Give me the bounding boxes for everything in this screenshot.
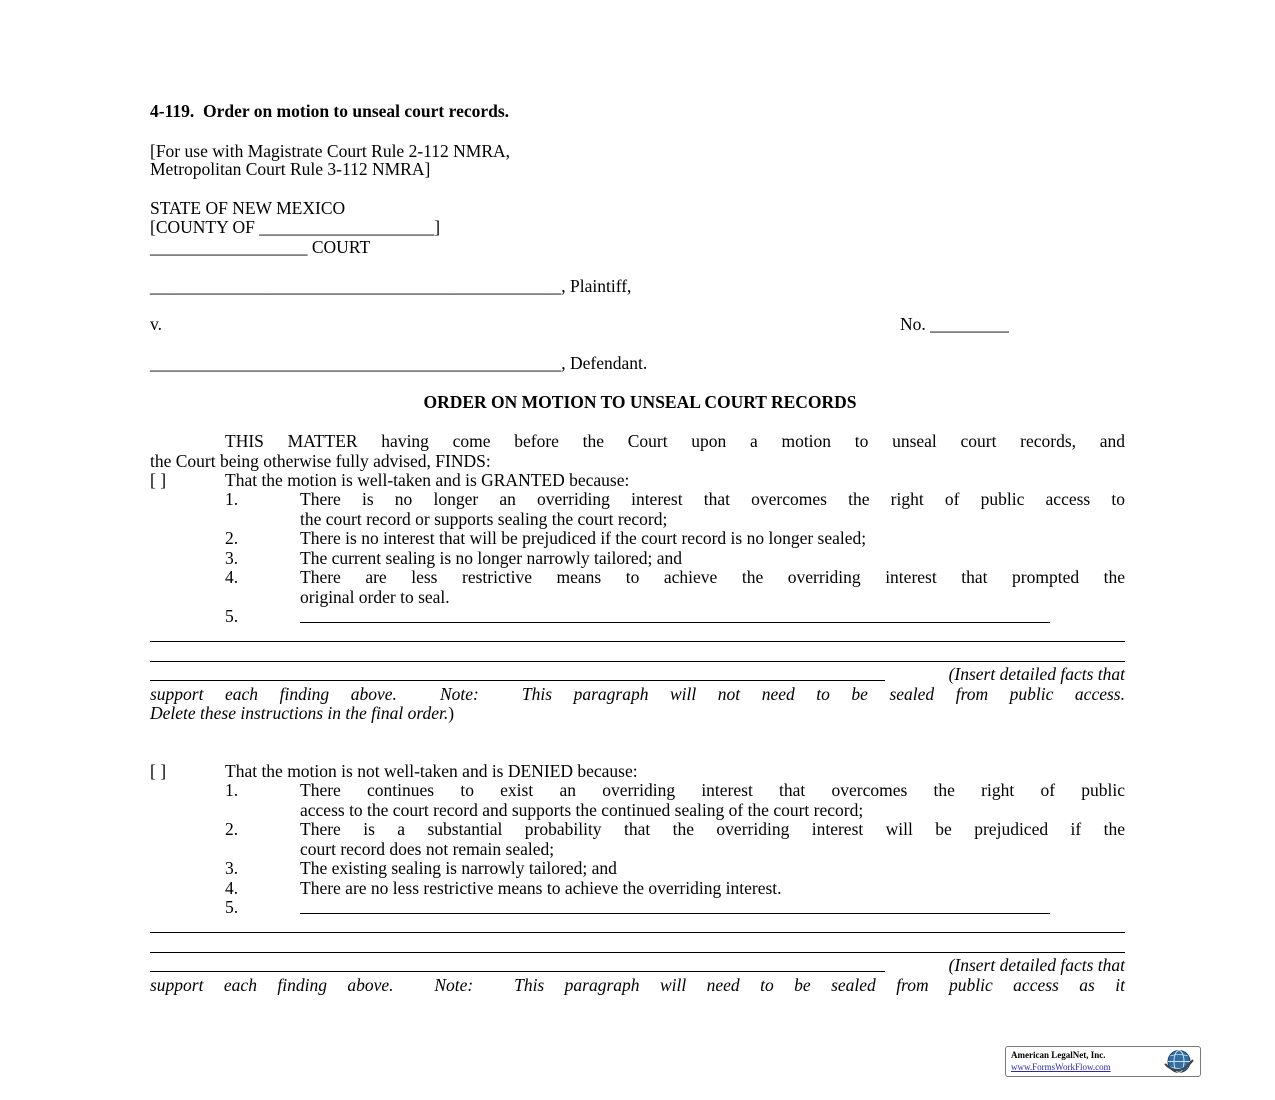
- granted-item-3-number: 3.: [225, 548, 239, 568]
- intro-line-2: the Court being otherwise fully advised, FINDS:: [150, 451, 491, 471]
- denied-item-5-blank[interactable]: [300, 913, 1050, 914]
- granted-instructions-line-1: support each finding above. Note: This paragraph will not need to be sealed from public access.: [150, 684, 1125, 704]
- granted-item-1-number: 1.: [225, 489, 239, 509]
- globe-icon: [1161, 1048, 1197, 1075]
- granted-item-4-line-1: There are less restrictive means to achieve the overriding interest that prompted the: [300, 567, 1125, 587]
- denied-facts-blank-3[interactable]: [150, 971, 885, 972]
- order-title: ORDER ON MOTION TO UNSEAL COURT RECORDS: [423, 392, 857, 412]
- caption-state: STATE OF NEW MEXICO: [150, 198, 346, 218]
- denied-checkbox[interactable]: [ ]: [150, 761, 167, 781]
- denied-facts-blank-1[interactable]: [150, 932, 1125, 933]
- denied-item-3-number: 3.: [225, 858, 239, 878]
- granted-facts-blank-3[interactable]: [150, 680, 885, 681]
- granted-item-3-line-1: The current sealing is no longer narrowly tailored; and: [300, 548, 682, 568]
- granted-item-2-line-1: There is no interest that will be prejudiced if the court record is no longer sealed;: [300, 528, 867, 548]
- intro-line-1: THIS MATTER having come before the Court upon a motion to unseal court records, and: [225, 431, 1125, 451]
- granted-instructions-line-2: Delete these instructions in the final order.): [150, 703, 455, 723]
- granted-item-1-line-1: There is no longer an overriding interest that overcomes the right of public access to: [300, 489, 1125, 509]
- denied-facts-blank-2[interactable]: [150, 952, 1125, 953]
- granted-facts-blank-1[interactable]: [150, 641, 1125, 642]
- use-note-line-2: Metropolitan Court Rule 3-112 NMRA]: [150, 159, 431, 179]
- caption-plaintiff: _______________________________________________, Plaintiff,: [150, 276, 632, 296]
- denied-item-1-number: 1.: [225, 780, 239, 800]
- denied-instructions-line-1: support each finding above. Note: This paragraph will need to be sealed from public access as it: [150, 975, 1125, 995]
- denied-lead: That the motion is not well-taken and is DENIED because:: [225, 761, 638, 781]
- denied-item-1-line-1: There continues to exist an overriding interest that overcomes the right of public: [300, 780, 1125, 800]
- caption-county: [COUNTY OF ____________________]: [150, 217, 441, 237]
- denied-item-5-number: 5.: [225, 897, 239, 917]
- denied-item-2-number: 2.: [225, 819, 239, 839]
- granted-item-2-number: 2.: [225, 528, 239, 548]
- caption-defendant: _______________________________________________, Defendant.: [150, 353, 648, 373]
- logo-company-name: American LegalNet, Inc.: [1011, 1050, 1106, 1060]
- caption-court: __________________ COURT: [150, 237, 371, 257]
- granted-insert-label: (Insert detailed facts that: [948, 664, 1125, 684]
- granted-item-5-number: 5.: [225, 606, 239, 626]
- denied-item-2-line-1: There is a substantial probability that the overriding interest will be prejudiced if the: [300, 819, 1125, 839]
- granted-item-4-number: 4.: [225, 567, 239, 587]
- use-note-line-1: [For use with Magistrate Court Rule 2-112 NMRA,: [150, 141, 511, 161]
- caption-case-number: No. _________: [900, 314, 1009, 334]
- granted-lead: That the motion is well-taken and is GRANTED because:: [225, 470, 630, 490]
- denied-item-1-line-2: access to the court record and supports the continued sealing of the court record;: [300, 800, 864, 820]
- denied-item-3-line-1: The existing sealing is narrowly tailored; and: [300, 858, 617, 878]
- granted-item-5-blank[interactable]: [300, 622, 1050, 623]
- form-heading: 4-119. Order on motion to unseal court records.: [150, 101, 510, 121]
- denied-item-4-line-1: There are no less restrictive means to achieve the overriding interest.: [300, 878, 782, 898]
- granted-checkbox[interactable]: [ ]: [150, 470, 167, 490]
- logo-website-link[interactable]: www.FormsWorkFlow.com: [1011, 1062, 1111, 1072]
- american-legalnet-logo[interactable]: [1005, 1046, 1201, 1077]
- granted-facts-blank-2[interactable]: [150, 661, 1125, 662]
- denied-item-2-line-2: court record does not remain sealed;: [300, 839, 555, 859]
- caption-versus: v.: [150, 314, 162, 334]
- granted-item-1-line-2: the court record or supports sealing the court record;: [300, 509, 668, 529]
- denied-item-4-number: 4.: [225, 878, 239, 898]
- denied-insert-label: (Insert detailed facts that: [948, 955, 1125, 975]
- granted-item-4-line-2: original order to seal.: [300, 587, 450, 607]
